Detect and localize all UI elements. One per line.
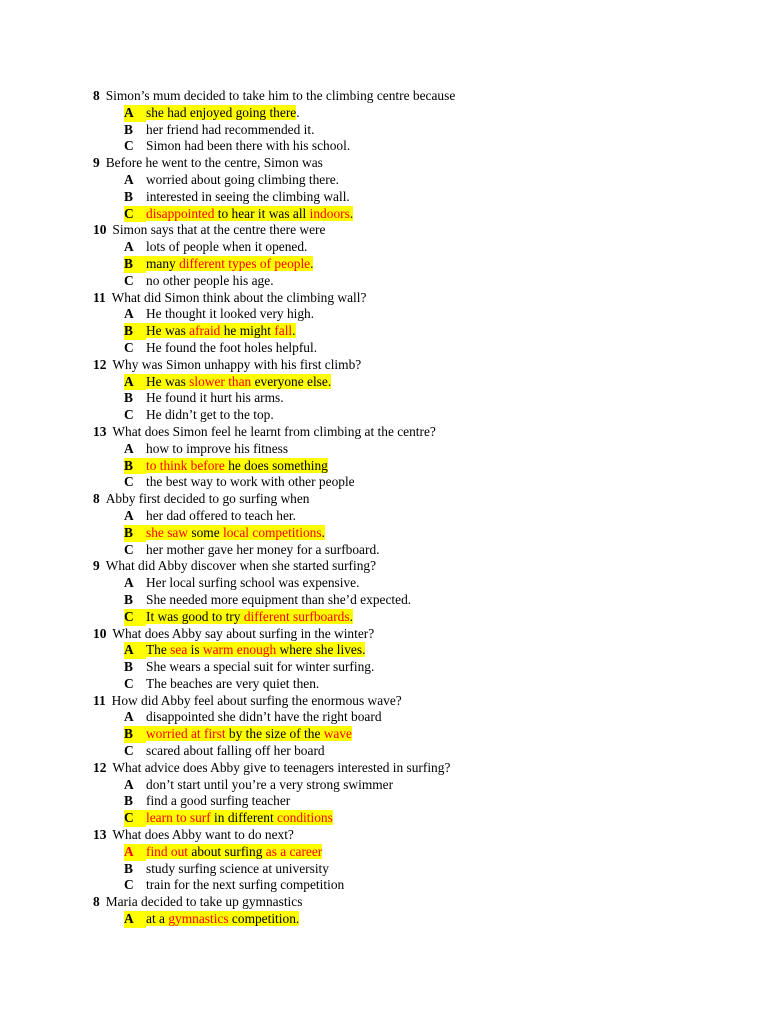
quiz-document xyxy=(93,88,733,928)
option-letter: C xyxy=(124,206,146,223)
answer-keyword: conditions xyxy=(277,810,333,826)
option-line-highlighted xyxy=(93,105,733,122)
answer-keyword: disappointed xyxy=(146,205,215,221)
answer-keyword: gymnastics xyxy=(168,911,229,927)
option-text: Simon had been there with his school. xyxy=(146,138,351,154)
answer-keyword: worried at first xyxy=(146,726,226,742)
option-text: her dad offered to teach her. xyxy=(146,507,296,523)
question-number: 13 xyxy=(93,423,107,439)
answer-keyword: different surfboards xyxy=(243,608,350,624)
question-number: 10 xyxy=(93,222,107,238)
option-line xyxy=(93,122,733,139)
option-text: It was good to try xyxy=(146,608,244,624)
option-line-highlighted xyxy=(93,206,733,223)
option-line-highlighted xyxy=(93,642,733,659)
question-number: 8 xyxy=(93,88,100,103)
option-line xyxy=(93,390,733,407)
answer-keyword: wave xyxy=(323,726,353,742)
option-text: The xyxy=(146,642,171,658)
answer-keyword: learn to surf xyxy=(146,810,211,826)
option-letter: B xyxy=(124,525,146,542)
option-text: interested in seeing the climbing wall. xyxy=(146,188,350,204)
question-number: 12 xyxy=(93,759,107,775)
question-text: Abby first decided to go surfing when xyxy=(105,491,310,507)
option-text: her friend had recommended it. xyxy=(146,121,315,137)
option-text: about surfing xyxy=(188,843,266,859)
question-text: What advice does Abby give to teenagers interested in surfing? xyxy=(112,759,451,775)
question-line xyxy=(93,222,733,239)
option-text: worried about going climbing there. xyxy=(146,171,340,187)
option-text: he does something xyxy=(224,457,328,473)
option-text: . xyxy=(349,608,353,624)
option-line xyxy=(93,441,733,458)
option-text: He was xyxy=(146,373,190,389)
option-line xyxy=(93,709,733,726)
answer-keyword: different types of people xyxy=(179,255,311,271)
answer-keyword: she saw xyxy=(146,524,189,540)
option-text: competition. xyxy=(228,911,300,927)
option-text: train for the next surfing competition xyxy=(146,877,345,893)
option-line-highlighted xyxy=(93,256,733,273)
option-text: is xyxy=(187,642,203,658)
answer-keyword: to think before xyxy=(146,457,225,473)
option-line-highlighted xyxy=(93,609,733,626)
option-text: her mother gave her money for a surfboard. xyxy=(146,541,380,557)
question-line xyxy=(93,827,733,844)
answer-keyword: sea xyxy=(170,642,188,658)
option-letter: B xyxy=(124,256,146,273)
option-text: She needed more equipment than she’d expected. xyxy=(146,591,412,607)
option-text: to hear it was all xyxy=(214,205,310,221)
option-letter: C xyxy=(124,138,134,154)
option-letter: A xyxy=(124,306,134,322)
option-text: The beaches are very quiet then. xyxy=(146,675,320,691)
option-letter: A xyxy=(124,911,146,928)
question-line xyxy=(93,290,733,307)
option-text: find a good surfing teacher xyxy=(146,793,291,809)
question-line xyxy=(93,558,733,575)
option-line xyxy=(93,575,733,592)
option-line xyxy=(93,189,733,206)
option-letter: C xyxy=(124,339,134,355)
option-line-highlighted xyxy=(93,525,733,542)
option-line-highlighted xyxy=(93,726,733,743)
option-text: lots of people when it opened. xyxy=(146,239,308,255)
option-text: the best way to work with other people xyxy=(146,474,355,490)
option-line xyxy=(93,793,733,810)
option-line xyxy=(93,474,733,491)
option-text: . xyxy=(296,104,300,120)
option-text: everyone else. xyxy=(251,373,332,389)
option-letter: B xyxy=(124,323,146,340)
option-text: . xyxy=(292,323,296,339)
option-line xyxy=(93,659,733,676)
option-text: where she lives. xyxy=(276,642,366,658)
option-text: . xyxy=(310,255,314,271)
option-letter: C xyxy=(124,474,134,490)
option-text: He didn’t get to the top. xyxy=(146,407,274,423)
option-letter: C xyxy=(124,675,134,691)
option-line xyxy=(93,743,733,760)
option-letter: B xyxy=(124,188,133,204)
question-text: Maria decided to take up gymnastics xyxy=(105,894,303,910)
option-letter: B xyxy=(124,860,133,876)
question-number: 11 xyxy=(93,692,106,708)
question-text: How did Abby feel about surfing the enormous wave? xyxy=(111,692,402,708)
option-letter: C xyxy=(124,877,134,893)
option-letter: A xyxy=(124,575,134,591)
option-letter: B xyxy=(124,458,146,475)
option-letter: A xyxy=(124,374,146,391)
option-letter: B xyxy=(124,659,133,675)
option-text: He found the foot holes helpful. xyxy=(146,339,318,355)
option-text: at a xyxy=(146,911,169,927)
option-letter: B xyxy=(124,793,133,809)
option-line xyxy=(93,340,733,357)
option-line xyxy=(93,273,733,290)
option-text: scared about falling off her board xyxy=(146,743,325,759)
option-line xyxy=(93,508,733,525)
question-number: 9 xyxy=(93,558,100,574)
option-text: He thought it looked very high. xyxy=(146,306,315,322)
option-line xyxy=(93,138,733,155)
option-letter: B xyxy=(124,591,133,607)
option-text: He found it hurt his arms. xyxy=(146,390,284,406)
option-text: disappointed she didn’t have the right board xyxy=(146,709,382,725)
question-line xyxy=(93,693,733,710)
option-text: study surfing science at university xyxy=(146,860,329,876)
question-text: What does Abby say about surfing in the winter? xyxy=(112,625,375,641)
option-letter: A xyxy=(124,105,146,122)
option-line xyxy=(93,306,733,323)
answer-keyword: fall xyxy=(274,323,293,339)
option-letter: B xyxy=(124,726,146,743)
option-letter: B xyxy=(124,121,133,137)
option-text: by the size of the xyxy=(225,726,324,742)
option-letter: C xyxy=(124,407,134,423)
option-line xyxy=(93,407,733,424)
option-letter: A xyxy=(124,440,134,456)
question-text: Before he went to the centre, Simon was xyxy=(105,155,323,171)
option-text: don’t start until you’re a very strong swimmer xyxy=(146,776,394,792)
option-line-highlighted xyxy=(93,374,733,391)
answer-keyword: as a career xyxy=(265,843,323,859)
option-line-highlighted xyxy=(93,323,733,340)
option-letter: A xyxy=(124,709,134,725)
question-text: Why was Simon unhappy with his first climb? xyxy=(112,356,362,372)
answer-keyword: find out xyxy=(146,843,189,859)
option-letter: A xyxy=(124,507,134,523)
option-text: in different xyxy=(210,810,278,826)
option-letter: C xyxy=(124,810,146,827)
option-line-highlighted xyxy=(93,911,733,928)
question-line xyxy=(93,491,733,508)
option-text: she had enjoyed going there xyxy=(146,104,297,120)
option-line xyxy=(93,861,733,878)
option-line xyxy=(93,172,733,189)
option-line xyxy=(93,592,733,609)
option-text: . xyxy=(321,524,325,540)
question-line xyxy=(93,155,733,172)
option-line xyxy=(93,542,733,559)
question-number: 8 xyxy=(93,491,100,507)
question-number: 11 xyxy=(93,289,106,305)
option-letter: C xyxy=(124,541,134,557)
option-text: many xyxy=(146,255,180,271)
question-text: What did Abby discover when she started surfing? xyxy=(105,558,377,574)
option-line xyxy=(93,676,733,693)
answer-keyword: warm enough xyxy=(202,642,277,658)
question-text: What does Simon feel he learnt from climbing at the centre? xyxy=(112,423,436,439)
question-text: What did Simon think about the climbing wall? xyxy=(111,289,367,305)
question-line xyxy=(93,88,733,105)
question-line xyxy=(93,894,733,911)
question-line xyxy=(93,424,733,441)
option-text: . xyxy=(349,205,354,221)
question-number: 13 xyxy=(93,827,107,843)
option-letter: C xyxy=(124,609,146,626)
question-number: 10 xyxy=(93,625,107,641)
answer-keyword: indoors xyxy=(309,205,350,221)
option-letter: C xyxy=(124,272,134,288)
option-text: he might xyxy=(220,323,275,339)
option-line xyxy=(93,777,733,794)
option-text: She wears a special suit for winter surfing. xyxy=(146,659,375,675)
option-text: no other people his age. xyxy=(146,272,274,288)
option-letter: A xyxy=(124,239,134,255)
answer-keyword: slower than xyxy=(189,373,252,389)
option-line xyxy=(93,239,733,256)
option-line xyxy=(93,877,733,894)
question-text: What does Abby want to do next? xyxy=(112,827,294,843)
question-number: 9 xyxy=(93,155,100,171)
option-letter: B xyxy=(124,390,133,406)
question-number: 8 xyxy=(93,894,100,910)
option-line-highlighted xyxy=(93,458,733,475)
option-line-highlighted xyxy=(93,844,733,861)
question-number: 12 xyxy=(93,356,107,372)
option-line-highlighted xyxy=(93,810,733,827)
answer-keyword: local competitions xyxy=(223,524,322,540)
option-letter: C xyxy=(124,743,134,759)
question-line xyxy=(93,626,733,643)
option-letter: A xyxy=(124,171,134,187)
question-line xyxy=(93,760,733,777)
option-text: some xyxy=(188,524,223,540)
question-text: Simon’s mum decided to take him to the climbing centre because xyxy=(105,88,456,103)
option-letter: A xyxy=(124,642,146,659)
option-letter: A xyxy=(124,776,134,792)
option-text: how to improve his fitness xyxy=(146,440,289,456)
question-text: Simon says that at the centre there were xyxy=(112,222,326,238)
answer-keyword: afraid xyxy=(189,323,221,339)
question-line xyxy=(93,357,733,374)
option-text: He was xyxy=(146,323,190,339)
option-letter: A xyxy=(124,844,146,861)
option-text: Her local surfing school was expensive. xyxy=(146,575,360,591)
